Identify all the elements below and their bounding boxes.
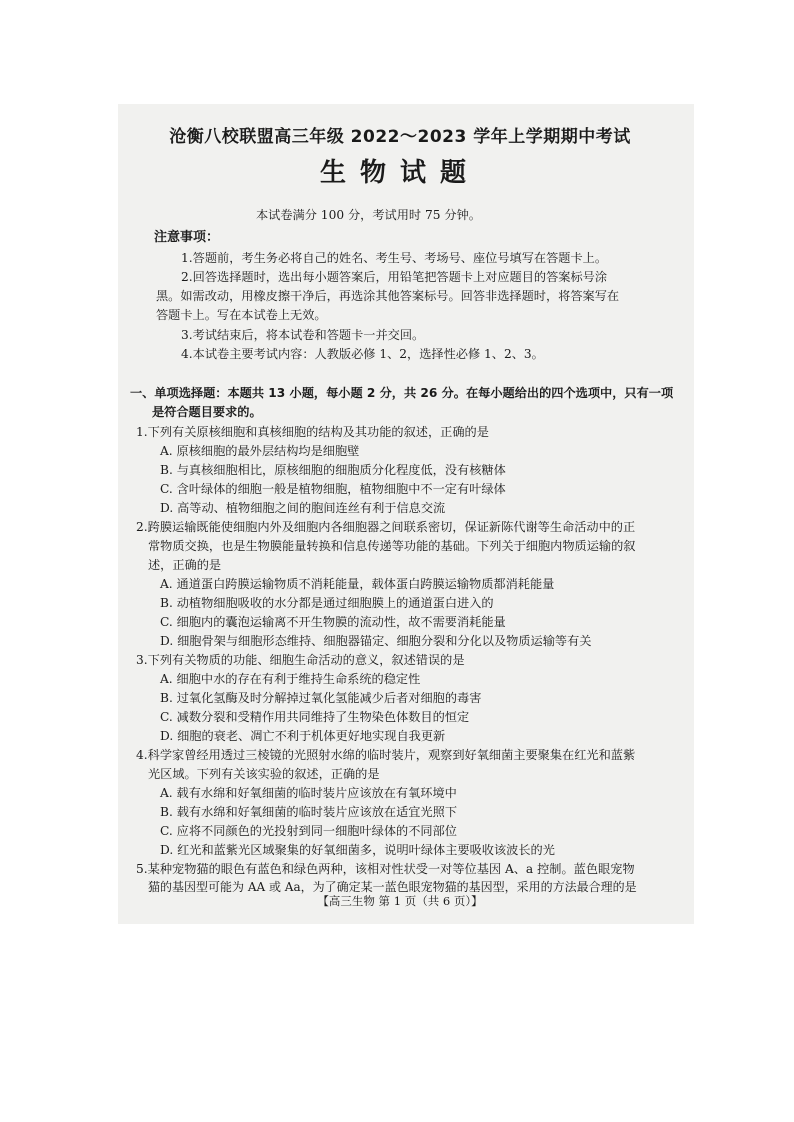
section-heading: 是符合题目要求的。 [152,405,262,419]
question-option: A. 原核细胞的最外层结构均是细胞壁 [160,444,360,458]
question-option: C. 应将不同颜色的光投射到同一细胞叶绿体的不同部位 [160,824,457,838]
subject-title: 生物试题 [319,158,480,188]
question-option: D. 细胞骨架与细胞形态维持、细胞器锚定、细胞分裂和分化以及物质运输等有关 [160,634,592,648]
notice-item: 黑。如需改动，用橡皮擦干净后，再选涂其他答案标号。回答非选择题时，将答案写在 [156,289,620,303]
notice-item: 答题卡上。写在本试卷上无效。 [156,308,327,322]
question-stem: 光区域。下列有关该实验的叙述，正确的是 [148,767,380,781]
question-option: A. 细胞中水的存在有利于维持生命系统的稳定性 [160,672,421,686]
question-option: A. 载有水绵和好氧细菌的临时装片应该放在有氧环境中 [160,786,457,800]
question-stem: 常物质交换，也是生物膜能量转换和信息传递等功能的基础。下列关于细胞内物质运输的叙 [148,539,636,553]
section-heading: 一、单项选择题：本题共 13 小题，每小题 2 分，共 26 分。在每小题给出的四个选项中，只有一项 [130,386,674,400]
notice-item: 3.考试结束后，将本试卷和答题卡一并交回。 [181,328,425,342]
notice-heading: 注意事项： [154,230,220,245]
exam-info: 本试卷满分 100 分，考试用时 75 分钟。 [256,208,481,222]
question-stem: 述，正确的是 [148,558,222,572]
question-option: C. 含叶绿体的细胞一般是植物细胞，植物细胞中不一定有叶绿体 [160,482,506,496]
question-option: D. 细胞的衰老、凋亡不利于机体更好地实现自我更新 [160,729,446,743]
question-option: C. 细胞内的囊泡运输离不开生物膜的流动性，故不需要消耗能量 [160,615,506,629]
question-stem: 猫的基因型可能为 AA 或 Aa，为了确定某一蓝色眼宠物猫的基因型，采用的方法最合理的是 [148,880,637,894]
notice-item: 4.本试卷主要考试内容：人教版必修 1、2，选择性必修 1、2、3。 [181,347,544,361]
exam-title: 沧衡八校联盟高三年级 2022～2023 学年上学期期中考试 [169,127,631,147]
question-stem: 4.科学家曾经用透过三棱镜的光照射水绵的临时装片，观察到好氧细菌主要聚集在红光和蓝紫 [136,748,636,762]
question-option: B. 过氧化氢酶及时分解掉过氧化氢能减少后者对细胞的毒害 [160,691,482,705]
question-stem: 2.跨膜运输既能使细胞内外及细胞内各细胞器之间联系密切，保证新陈代谢等生命活动中的正 [136,520,636,534]
notice-item: 1.答题前，考生务必将自己的姓名、考生号、考场号、座位号填写在答题卡上。 [181,251,608,265]
question-stem: 5.某种宠物猫的眼色有蓝色和绿色两种，该相对性状受一对等位基因 A、a 控制。蓝色眼宠物 [136,862,635,876]
question-option: C. 减数分裂和受精作用共同维持了生物染色体数目的恒定 [160,710,470,724]
notice-item: 2.回答选择题时，选出每小题答案后，用铅笔把答题卡上对应题目的答案标号涂 [181,270,608,284]
question-option: B. 动植物细胞吸收的水分都是通过细胞膜上的通道蛋白进入的 [160,596,494,610]
question-option: D. 高等动、植物细胞之间的胞间连丝有利于信息交流 [160,501,446,515]
question-option: B. 载有水绵和好氧细菌的临时装片应该放在适宜光照下 [160,805,458,819]
question-stem: 1.下列有关原核细胞和真核细胞的结构及其功能的叙述，正确的是 [136,425,489,439]
question-stem: 3.下列有关物质的功能、细胞生命活动的意义，叙述错误的是 [136,653,465,667]
question-option: A. 通道蛋白跨膜运输物质不消耗能量，载体蛋白跨膜运输物质都消耗能量 [160,577,555,591]
question-option: D. 红光和蓝紫光区域聚集的好氧细菌多，说明叶绿体主要吸收该波长的光 [160,843,555,857]
page-footer: 【高三生物 第 1 页（共 6 页）】 [317,894,483,908]
question-option: B. 与真核细胞相比，原核细胞的细胞质分化程度低，没有核糖体 [160,463,506,477]
